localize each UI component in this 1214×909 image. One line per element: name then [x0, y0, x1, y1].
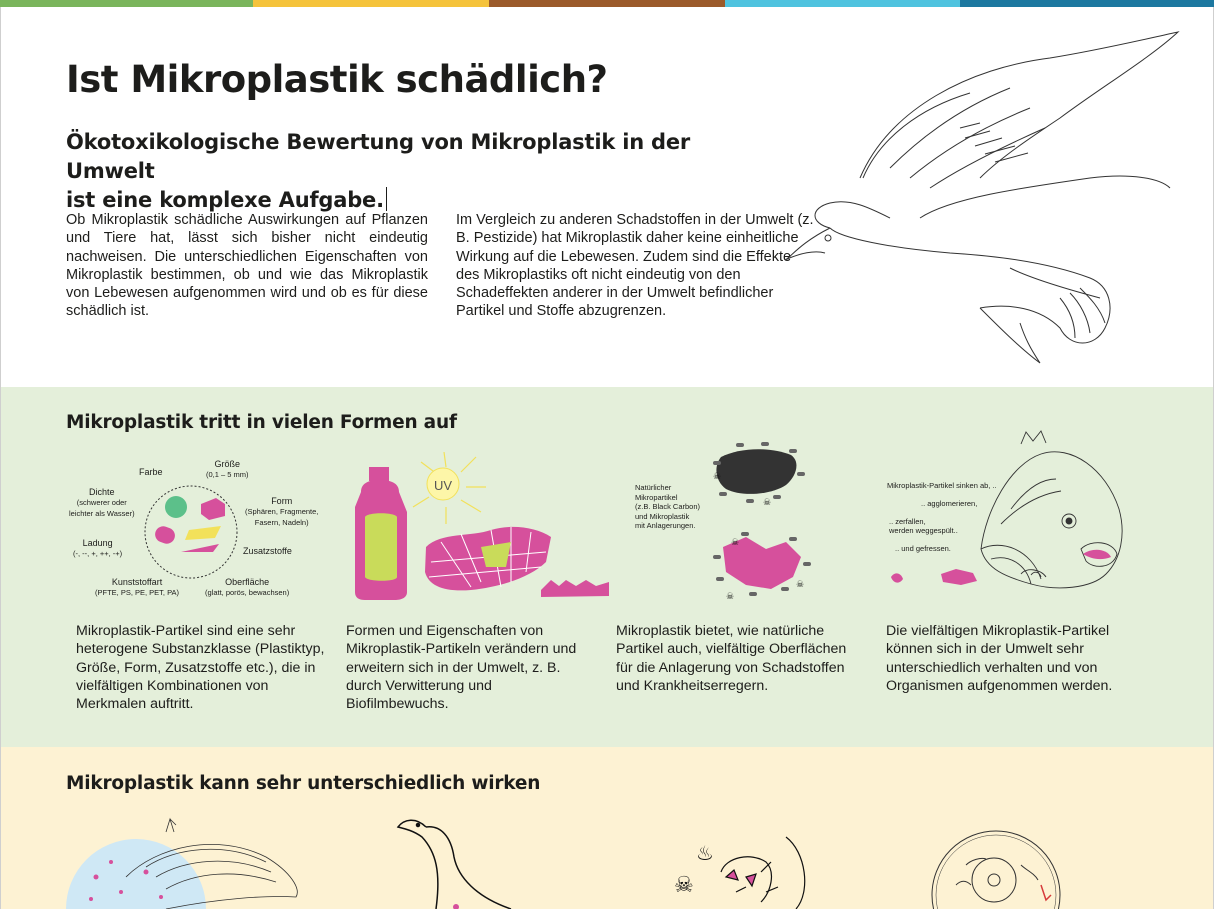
particle-labels: [635, 483, 700, 531]
bottle-uv-illustration: [351, 452, 616, 602]
label-dichte-sub2: leichter als Wasser): [69, 509, 135, 518]
svg-text:☠: ☠: [713, 472, 722, 482]
label-oberflaeche-sub: (glatt, porös, bewachsen): [205, 588, 290, 597]
section-forms: [1, 387, 1213, 747]
page-subtitle: [66, 128, 766, 215]
label-form: [245, 496, 318, 528]
fish-illustration: [881, 429, 1131, 599]
svg-text:☠: ☠: [796, 580, 805, 590]
svg-text:♨: ♨: [696, 841, 714, 865]
label-form-sub1: (Sphären, Fragmente,: [245, 507, 319, 516]
fish-label-3: .. zerfallen,: [889, 517, 926, 526]
caption-4: Die vielfältigen Mikroplastik-Partikel können sich in der Umwelt sehr unterschiedlich verhalten und von Organismen aufgenommen werden.: [886, 623, 1113, 694]
svg-text:☠: ☠: [763, 498, 772, 508]
color-bar-blue: [960, 0, 1214, 7]
section-effects-title: Mikroplastik kann sehr unterschiedlich wirken: [66, 773, 541, 794]
label-ladung-text: Ladung: [82, 538, 113, 548]
cell-toxin-illustration: [666, 832, 816, 909]
particle-label-4: und Mikroplastik: [635, 511, 690, 521]
mussel-illustration: [66, 817, 316, 909]
label-farbe: Farbe: [139, 467, 163, 477]
section-effects: [1, 747, 1213, 909]
goose-illustration: [396, 807, 536, 909]
label-groesse-text: Größe: [214, 459, 241, 469]
particle-label-2: Mikropartikel: [635, 492, 678, 502]
label-kunststoffart-text: Kunststoffart: [111, 577, 163, 587]
subtitle-line-2-text: ist eine komplexe Aufgabe.: [66, 188, 384, 212]
intro-paragraph-1: Ob Mikroplastik schädliche Auswirkungen auf Pflanzen und Tiere hat, lässt sich bisher nicht eindeutig nachweisen. Die unterschiedlichen Eigenschaften von Mikroplastik bestimmen, ob und wie das Mikroplastik von Lebewesen aufgenommen wird und ob es für diese schädlich ist.: [66, 212, 428, 320]
color-bar-yellow: [253, 0, 489, 7]
caption-1: Mikroplastik-Partikel sind eine sehr heterogene Substanzklasse (Plastiktyp, Größe, Form, Zusatzstoffe etc.), die in vielfältigen Kombinationen von Merkmalen auftritt.: [76, 623, 325, 713]
caption-2: Formen und Eigenschaften von Mikroplastik-Partikeln verändern und erweitern sich in der Umwelt, z. B. durch Verwitterung und Biofilmbewuchs.: [346, 623, 577, 713]
color-bar-green: [0, 0, 253, 7]
fish-label-4: werden weggespült..: [889, 526, 958, 535]
section-forms-title: Mikroplastik tritt in vielen Formen auf: [66, 412, 457, 433]
color-bar: [0, 0, 1214, 7]
particle-label-3: (z.B. Black Carbon): [635, 502, 701, 511]
label-oberflaeche-text: Oberfläche: [225, 577, 270, 587]
fish-label-5: .. und gefressen.: [895, 544, 951, 553]
label-ladung-sub: (-, --, +, ++, -+): [73, 549, 123, 558]
label-zusatzstoffe: Zusatzstoffe: [243, 546, 292, 556]
text-cursor: [386, 187, 387, 211]
particle-label-1: Natürlicher: [635, 483, 672, 492]
intro-paragraph-2: Im Vergleich zu anderen Schadstoffen in der Umwelt (z. B. Pestizide) hat Mikroplastik daher keine einheitliche Wirkung auf die Lebewesen. Zudem sind die Effekte des Mikroplastiks oft nicht eindeutig von den Schadeffekten anderer in der Umwelt befindlicher Partikel und Stoffe abzugrenzen.: [456, 212, 814, 320]
cell-illustration: [926, 825, 1076, 909]
color-bar-cyan: [725, 0, 960, 7]
label-form-text: Form: [271, 496, 293, 506]
uv-label: UV: [434, 478, 453, 493]
seagull-illustration: [770, 28, 1190, 378]
label-kunststoffart-sub: (PFTE, PS, PE, PET, PA): [95, 588, 180, 597]
subtitle-line-1: Ökotoxikologische Bewertung von Mikroplastik in der Umwelt: [66, 130, 691, 183]
svg-text:☠: ☠: [731, 538, 740, 548]
label-dichte: [69, 487, 135, 519]
label-kunststoffart: [95, 577, 179, 598]
fish-label-2: .. agglomerieren,: [921, 499, 978, 508]
svg-text:☠: ☠: [674, 873, 694, 898]
caption-3: Mikroplastik bietet, wie natürliche Partikel auch, vielfältige Oberflächen für die Anlagerung von Schadstoffen und Krankheitserregern.: [616, 623, 847, 694]
label-groesse-sub: (0,1 – 5 mm): [206, 470, 249, 479]
color-bar-brown: [489, 0, 725, 7]
properties-circle: [141, 482, 241, 582]
particle-label-5: mit Anlagerungen.: [635, 521, 696, 530]
particles-illustration: [701, 437, 821, 602]
fish-label-1: Mikroplastik-Partikel sinken ab, ..: [887, 481, 997, 490]
svg-text:☠: ☠: [726, 592, 735, 602]
label-ladung: [73, 538, 122, 559]
label-form-sub2: Fasern, Nadeln): [254, 518, 309, 527]
label-dichte-text: Dichte: [89, 487, 115, 497]
label-oberflaeche: [205, 577, 289, 598]
label-groesse: [206, 459, 249, 480]
page-title: Ist Mikroplastik schädlich?: [66, 58, 608, 101]
label-dichte-sub1: (schwerer oder: [76, 498, 127, 507]
